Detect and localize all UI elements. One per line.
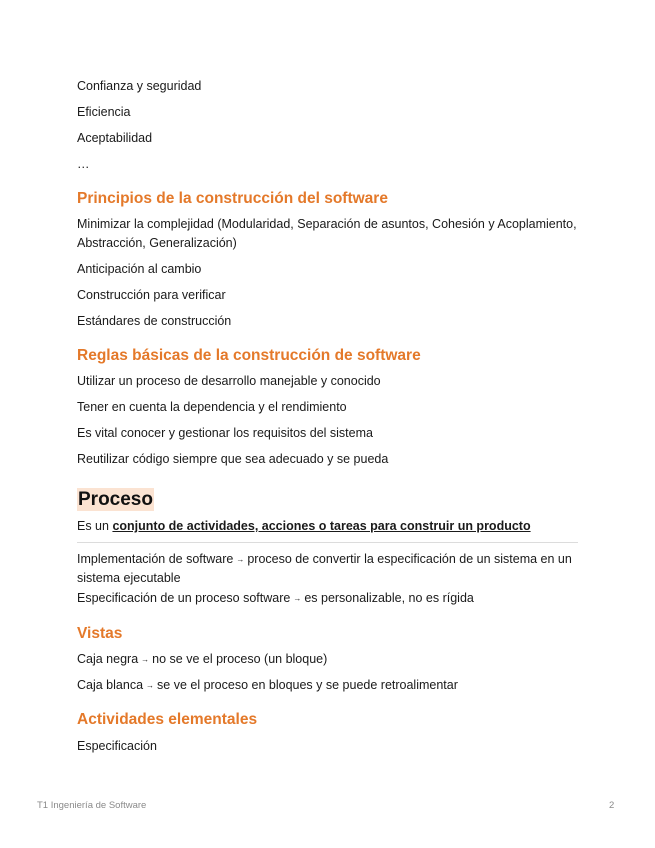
intro-item: Confianza y seguridad — [77, 79, 202, 93]
reglas-item: Reutilizar código siempre que sea adecuado y se pueda — [77, 452, 389, 466]
definition-emphasis: conjunto de actividades, acciones o tareas para construir un producto — [112, 519, 531, 533]
principios-item: Construcción para verificar — [77, 288, 226, 302]
intro-item: Eficiencia — [77, 105, 131, 119]
especificacion-line: Especificación de un proceso software → es personalizable, no es rígida — [77, 589, 582, 608]
vista-caja-blanca: Caja blanca → se ve el proceso en bloques y se puede retroalimentar — [77, 676, 582, 695]
intro-item: Aceptabilidad — [77, 131, 153, 145]
right-arrow-icon: → — [141, 655, 150, 665]
reglas-item: Utilizar un proceso de desarrollo manejable y conocido — [77, 374, 381, 388]
principios-item: Anticipación al cambio — [77, 262, 202, 276]
heading-principios: Principios de la construcción del software — [77, 190, 388, 207]
actividades-item: Especificación — [77, 739, 157, 753]
page-number: 2 — [609, 800, 615, 811]
reglas-item: Es vital conocer y gestionar los requisitos del sistema — [77, 426, 373, 440]
principios-item: Estándares de construcción — [77, 314, 232, 328]
footer-title: T1 Ingeniería de Software — [37, 800, 147, 811]
definition-prefix: Es un — [77, 519, 113, 533]
heading-actividades: Actividades elementales — [77, 711, 258, 728]
right-arrow-icon: → — [236, 555, 245, 565]
implementacion-line: Implementación de software → proceso de convertir la especificación de un sistema en un sistema ejecutable — [77, 552, 572, 586]
proceso-definition — [77, 517, 582, 536]
heading-reglas: Reglas básicas de la construcción de software — [77, 347, 421, 364]
heading-proceso: Proceso — [78, 489, 153, 510]
right-arrow-icon: → — [146, 681, 155, 691]
heading-vistas: Vistas — [77, 625, 123, 642]
right-arrow-icon: → — [293, 594, 302, 604]
intro-ellipsis: … — [77, 157, 90, 171]
principios-item: Minimizar la complejidad (Modularidad, Separación de asuntos, Cohesión y Acoplamiento, Abstracción, Generalización) — [77, 217, 577, 250]
vista-caja-negra: Caja negra → no se ve el proceso (un bloque) — [77, 650, 582, 669]
reglas-item: Tener en cuenta la dependencia y el rendimiento — [77, 400, 347, 414]
divider — [77, 542, 578, 543]
